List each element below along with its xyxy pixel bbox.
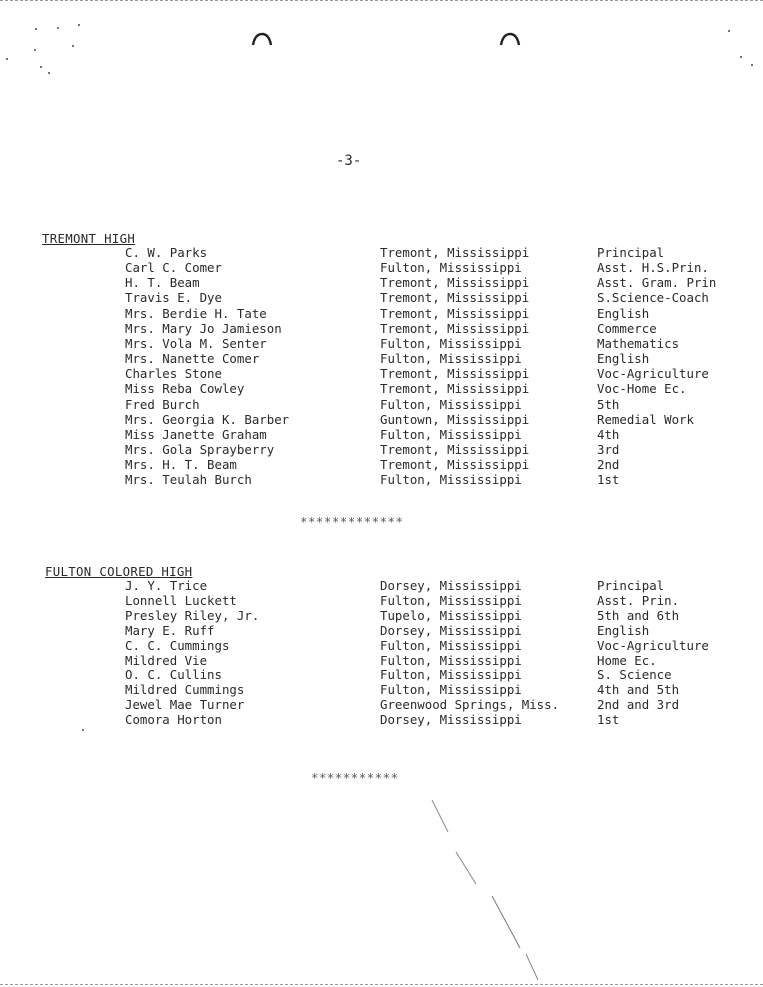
staff-position: 2nd and 3rd <box>597 697 680 713</box>
staff-hometown: Fulton, Mississippi <box>380 637 522 653</box>
staff-row <box>0 397 763 412</box>
staff-row <box>0 290 763 305</box>
staff-name: Mary E. Ruff <box>125 622 215 638</box>
section-divider: *********** <box>311 770 399 785</box>
staff-name: H. T. Beam <box>125 275 200 291</box>
staff-hometown: Fulton, Mississippi <box>380 682 522 698</box>
staff-hometown: Tupelo, Mississippi <box>380 607 522 623</box>
staff-position: Principal <box>597 578 665 593</box>
staff-row <box>0 321 763 336</box>
staff-hometown: Fulton, Mississippi <box>380 396 522 412</box>
staff-hometown: Tremont, Mississippi <box>380 320 530 336</box>
staff-hometown: Tremont, Mississippi <box>380 366 530 382</box>
staff-hometown: Tremont, Mississippi <box>380 305 530 321</box>
staff-hometown: Tremont, Mississippi <box>380 381 530 397</box>
staff-name: Jewel Mae Turner <box>125 697 245 713</box>
staff-name: Presley Riley, Jr. <box>125 607 260 623</box>
staff-row <box>0 442 763 457</box>
staff-row <box>0 336 763 351</box>
staff-name: Miss Janette Graham <box>125 426 267 442</box>
staff-name: Mrs. Mary Jo Jamieson <box>125 320 282 336</box>
staff-name: Mildred Vie <box>125 652 208 668</box>
staff-position: Home Ec. <box>597 652 657 668</box>
section-title-tremont-high: TREMONT HIGH <box>42 231 136 246</box>
staff-position: 4th <box>597 426 620 442</box>
staff-position: English <box>597 351 650 367</box>
staff-row <box>0 245 763 260</box>
staff-hometown: Fulton, Mississippi <box>380 260 522 276</box>
staff-row <box>0 472 763 487</box>
staff-row <box>0 712 763 727</box>
staff-position: 1st <box>597 472 620 488</box>
staff-hometown: Tremont, Mississippi <box>380 457 530 473</box>
staff-name: Mrs. Nanette Comer <box>125 351 260 367</box>
staff-name: Mrs. H. T. Beam <box>125 457 237 473</box>
staff-position: Asst. Prin. <box>597 592 680 608</box>
staff-hometown: Fulton, Mississippi <box>380 667 522 683</box>
staff-name: Travis E. Dye <box>125 290 222 306</box>
staff-hometown: Tremont, Mississippi <box>380 245 530 260</box>
staff-hometown: Dorsey, Mississippi <box>380 622 522 638</box>
section-title-fulton-colored-high: FULTON COLORED HIGH <box>45 564 193 579</box>
staff-position: Remedial Work <box>597 411 694 427</box>
staff-row <box>0 667 763 682</box>
staff-hometown: Fulton, Mississippi <box>380 592 522 608</box>
staff-name: Lonnell Luckett <box>125 592 237 608</box>
staff-name: Comora Horton <box>125 712 222 728</box>
staff-name: Fred Burch <box>125 396 200 412</box>
staff-name: C. C. Cummings <box>125 637 230 653</box>
staff-hometown: Fulton, Mississippi <box>380 426 522 442</box>
staff-position: 5th <box>597 396 620 412</box>
staff-row <box>0 457 763 472</box>
staff-row <box>0 653 763 668</box>
staff-row <box>0 427 763 442</box>
staff-name: Mrs. Gola Sprayberry <box>125 442 275 457</box>
staff-position: Principal <box>597 245 665 260</box>
staff-row <box>0 682 763 697</box>
staff-name: Carl C. Comer <box>125 260 222 276</box>
staff-hometown: Fulton, Mississippi <box>380 472 522 488</box>
staff-row <box>0 593 763 608</box>
staff-position: 4th and 5th <box>597 682 680 698</box>
staff-position: Asst. Gram. Prin <box>597 275 717 291</box>
staff-row <box>0 608 763 623</box>
staff-name: C. W. Parks <box>125 245 208 260</box>
staff-position: 5th and 6th <box>597 607 680 623</box>
staff-name: Miss Reba Cowley <box>125 381 245 397</box>
staff-row <box>0 638 763 653</box>
staff-hometown: Tremont, Mississippi <box>380 275 530 291</box>
staff-position: S.Science-Coach <box>597 290 709 306</box>
staff-row <box>0 623 763 638</box>
staff-hometown: Tremont, Mississippi <box>380 290 530 306</box>
staff-name: J. Y. Trice <box>125 578 208 593</box>
staff-hometown: Fulton, Mississippi <box>380 335 522 351</box>
staff-hometown: Guntown, Mississippi <box>380 411 530 427</box>
staff-hometown: Greenwood Springs, Miss. <box>380 697 560 713</box>
staff-name: Mrs. Berdie H. Tate <box>125 305 267 321</box>
staff-position: 2nd <box>597 457 620 473</box>
staff-name: Mildred Cummings <box>125 682 245 698</box>
staff-row <box>0 412 763 427</box>
staff-name: Mrs. Vola M. Senter <box>125 335 267 351</box>
staff-position: Voc-Home Ec. <box>597 381 687 397</box>
staff-row <box>0 351 763 366</box>
page-number: -3- <box>336 153 362 169</box>
staff-hometown: Fulton, Mississippi <box>380 652 522 668</box>
staff-row <box>0 275 763 290</box>
staff-hometown: Fulton, Mississippi <box>380 351 522 367</box>
staff-name: Mrs. Teulah Burch <box>125 472 252 488</box>
staff-row <box>0 260 763 275</box>
staff-position: Voc-Agriculture <box>597 366 709 382</box>
staff-position: Asst. H.S.Prin. <box>597 260 709 276</box>
staff-hometown: Dorsey, Mississippi <box>380 712 522 728</box>
staff-row <box>0 366 763 381</box>
staff-row <box>0 578 763 593</box>
staff-position: English <box>597 305 650 321</box>
section-divider: ************* <box>300 514 404 529</box>
staff-hometown: Tremont, Mississippi <box>380 442 530 457</box>
staff-hometown: Dorsey, Mississippi <box>380 578 522 593</box>
staff-row <box>0 697 763 712</box>
staff-position: Mathematics <box>597 335 680 351</box>
staff-name: O. C. Cullins <box>125 667 222 683</box>
staff-name: Charles Stone <box>125 366 222 382</box>
staff-position: Voc-Agriculture <box>597 637 709 653</box>
staff-position: 3rd <box>597 442 620 457</box>
staff-name: Mrs. Georgia K. Barber <box>125 411 290 427</box>
staff-row <box>0 306 763 321</box>
staff-position: S. Science <box>597 667 672 683</box>
staff-position: 1st <box>597 712 620 728</box>
staff-position: English <box>597 622 650 638</box>
staff-row <box>0 381 763 396</box>
staff-position: Commerce <box>597 320 657 336</box>
